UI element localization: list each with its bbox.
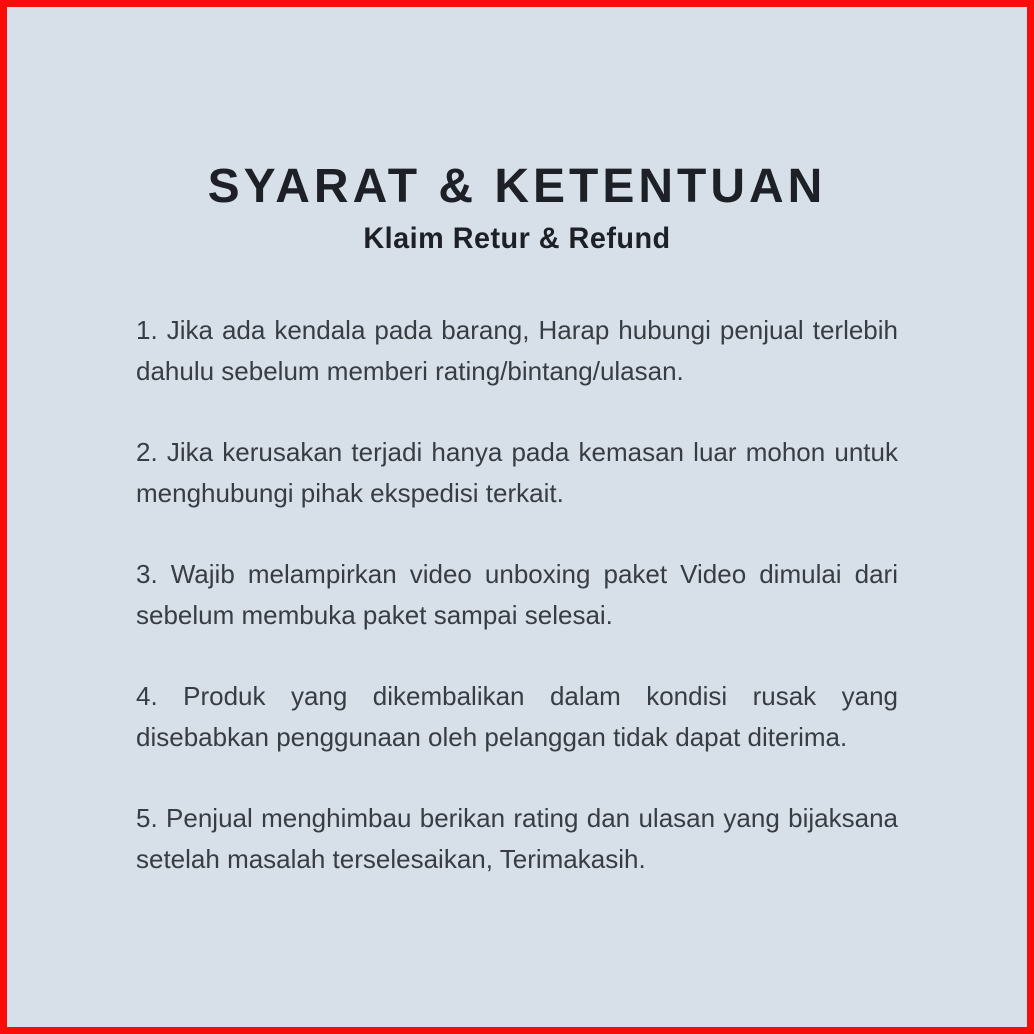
- term-item-2: 2. Jika kerusakan terjadi hanya pada kemasan luar mohon untuk menghubungi pihak ekspedisi terkait.: [136, 437, 898, 508]
- page-subtitle: Klaim Retur & Refund: [363, 222, 671, 255]
- terms-list: [136, 310, 898, 880]
- term-item-5: 5. Penjual menghimbau berikan rating dan ulasan yang bijaksana setelah masalah terselesaikan, Terimakasih.: [136, 803, 898, 874]
- term-item-1: 1. Jika ada kendala pada barang, Harap hubungi penjual terlebih dahulu sebelum memberi rating/bintang/ulasan.: [136, 315, 898, 386]
- page-title: SYARAT & KETENTUAN: [207, 160, 827, 213]
- poster-header: [7, 7, 1027, 256]
- term-item-3: 3. Wajib melampirkan video unboxing paket Video dimulai dari sebelum membuka paket sampai selesai.: [136, 559, 898, 630]
- term-item-4: 4. Produk yang dikembalikan dalam kondisi rusak yang disebabkan penggunaan oleh pelanggan tidak dapat diterima.: [136, 681, 898, 752]
